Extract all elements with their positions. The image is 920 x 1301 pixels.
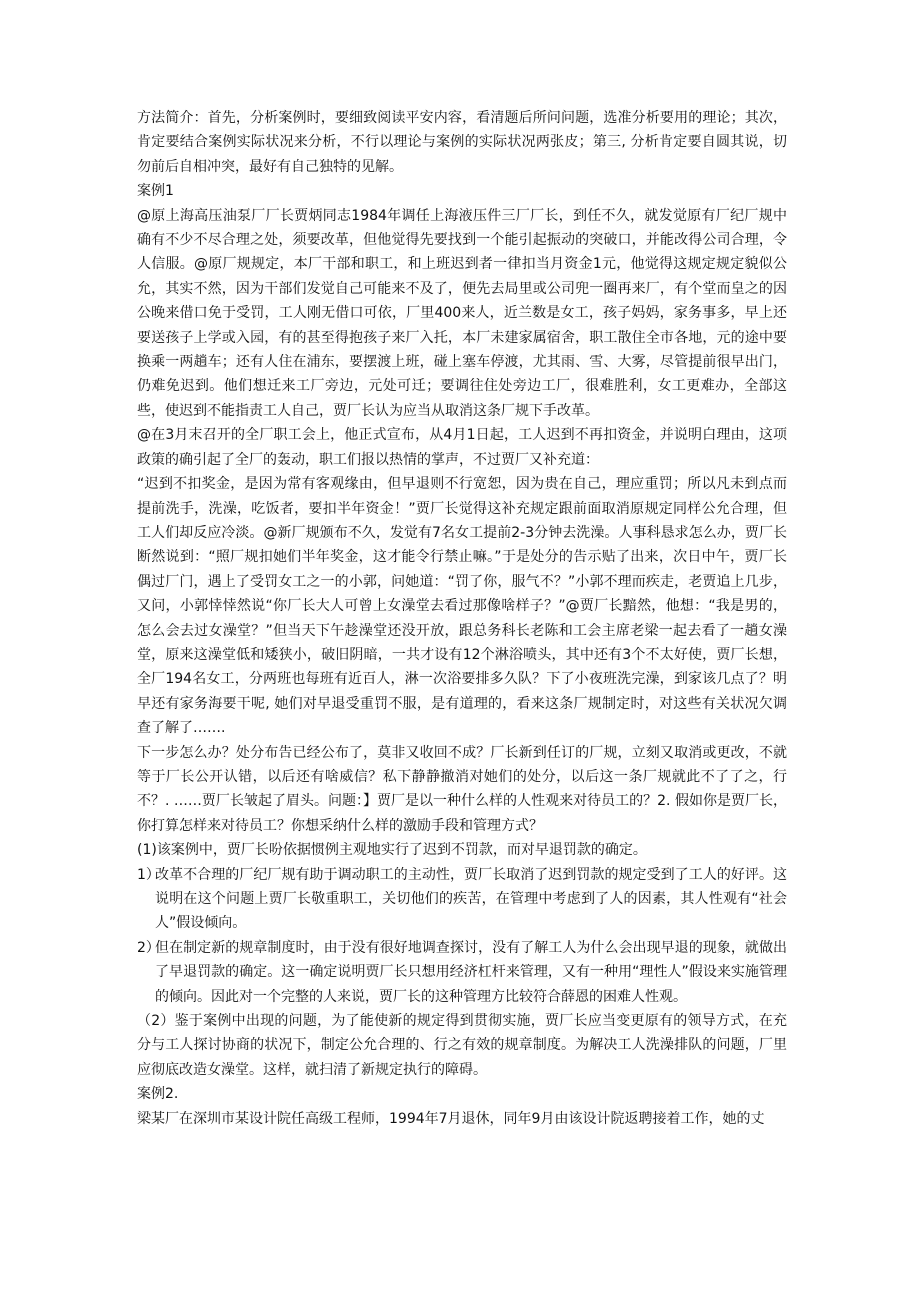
list-item-number: 1） [137, 866, 160, 883]
answer-2-paragraph: （2）鉴于案例中出现的问题，为了能使新的规定得到贯彻实施，贾厂长应当变更原有的领导方式，在充分与工人探讨协商的状况下，制定公允合理的、行之有效的规章制度。为解决工人洗澡排队的问题，厂里应彻底改造女澡堂。这样，就扫清了新规定执行的障碍。 [137, 1013, 787, 1078]
case-1-heading: 案例1 [137, 183, 174, 200]
list-item-text: 改革不合理的厂纪厂规有助于调动职工的主动性，贾厂长取消了迟到罚款的规定受到了工人的好评。这说明在这个问题上贾厂长敬重职工，关切他们的疾苦，在管理中考虑到了人的因素，其人性观有“社会人”假设倾向。 [155, 866, 787, 932]
case-2-paragraph: 梁某厂在深圳市某设计院任高级工程师，1994年7月退休，同年9月由该设计院返聘接着工作，她的丈 [137, 1110, 765, 1127]
meeting-paragraph: @在3月末召开的全厂职工会上，他正式宣布，从4月1日起，工人迟到不再扣资金，并说明白理由，这项政策的确引起了全厂的轰动，职工们报以热情的掌声，不过贾厂又补充道： [137, 427, 787, 468]
answer-1-intro: (1)该案例中，贾厂长吩依据惯例主观地实行了迟到不罚款，而对早退罚款的确定。 [137, 842, 647, 859]
case-1-background-paragraph: @原上海高压油泵厂厂长贾炳同志1984年调任上海液压件三厂厂长，到任不久，就发觉原有厂纪厂规中确有不少不尽合理之处，须要改革，但他觉得先要找到一个能引起振动的突破口，并能改得公司合理，令人信服。@原厂规规定，本厂干部和职工，和上班迟到者一律扣当月资金1元，他觉得这规定规定貌似公允，其实不然，因为干部们发觉自己可能来不及了，便先去局里或公司兜一圈再来厂，有个堂而皇之的因公晚来借口免于受罚，工人刚无借口可依，厂里400来人，近兰数是女工，孩子妈妈，家务事多，早上还要送孩子上学或入园，有的甚至得抱孩子来厂入托，本厂未建家属宿舍，职工散住全市各地，元的途中要换乘一两趟车；还有人住在浦东，要摆渡上班，碰上塞车停渡，尤其雨、雪、大雾，尽管提前很早出门，仍难免迟到。他们想迁来工厂旁边，元处可迁；要调往住处旁边工厂，很难胜利，女工更难办，全部这些，使迟到不能指责工人自己，贾厂长认为应当从取消这条厂规下手改革。 [137, 207, 787, 419]
list-item-text: 但在制定新的规章制度时，由于没有很好地调查探讨，没有了解工人为什么会出现早退的现象，就做出了早退罚款的确定。这一确定说明贾厂长只想用经济杠杆来管理，又有一种用“理性人”假设来实施管理的倾向。因此对一个完整的人来说，贾厂长的这种管理方比较符合薛恩的困难人性观。 [155, 939, 787, 1005]
questions-paragraph: 下一步怎么办？处分布告已经公布了，莫非又收回不成？厂长新到任订的厂规，立刻又取消或更改，不就等于厂长公开认错，以后还有啥威信？私下静静撤消对她们的处分，以后这一条厂规就此不了了之，行不？. ……贾厂长皱起了眉头。问题：】贾厂是以一种什么样的人性观来对待员工的？2. 假如你是贾厂长，你打算怎样来对待员工？你想采纳什么样的激励手段和管理方式？ [137, 744, 787, 834]
method-intro-paragraph: 方法简介：首先，分析案例时，要细致阅读平安内容，看清题后所问问题，选准分析要用的理论；其次，肯定要结合案例实际状况来分析，不行以理论与案例的实际状况两张皮；第三, 分析肯定要自圆其说，切勿前后自相冲突，最好有自己独特的见解。 [137, 110, 787, 175]
supplementary-rule-paragraph: “迟到不扣奖金，是因为常有客观缘由，但早退则不行宽恕，因为贵在自己，理应重罚；所以凡未到点而提前洗手，洗澡，吃饭者，要扣半年资金！”贾厂长觉得这补充规定跟前面取消原规定同样公允合理，但工人们却反应冷淡。@新厂规颁布不久，发觉有7名女工提前2-3分钟去洗澡。人事科恳求怎么办，贾厂长断然说到：“照厂规扣她们半年奖金，这才能令行禁止嘛。”于是处分的告示贴了出来，次日中午，贾厂长偶过厂门，遇上了受罚女工之一的小郭，问她道：“罚了你，服气不？”小郭不理而疾走，老贾追上几步，又问，小郭悻悻然说“你厂长大人可曾上女澡堂去看过那像啥样子？”@贾厂长黯然，他想：“我是男的，怎么会去过女澡堂？”但当天下午趁澡堂还没开放，跟总务科长老陈和工会主席老梁一起去看了一趟女澡堂，原来这澡堂低和矮狭小，破旧阴暗，一共才设有12个淋浴喷头，其中还有3个不太好使，贾厂长想，全厂194名女工，分两班也每班有近百人，淋一次浴要排多久队？下了小夜班洗完澡，到家该几点了？明早还有家务海要干呢, 她们对早退受重罚不服，是有道理的，看来这条厂规制定时，对这些有关状况欠调查了解了……. [137, 476, 787, 737]
list-item-number: 2） [137, 939, 160, 956]
answer-list-item [137, 863, 787, 936]
document-body [137, 106, 787, 1131]
case-2-heading: 案例2. [137, 1086, 179, 1103]
answer-list-item [137, 936, 787, 1009]
